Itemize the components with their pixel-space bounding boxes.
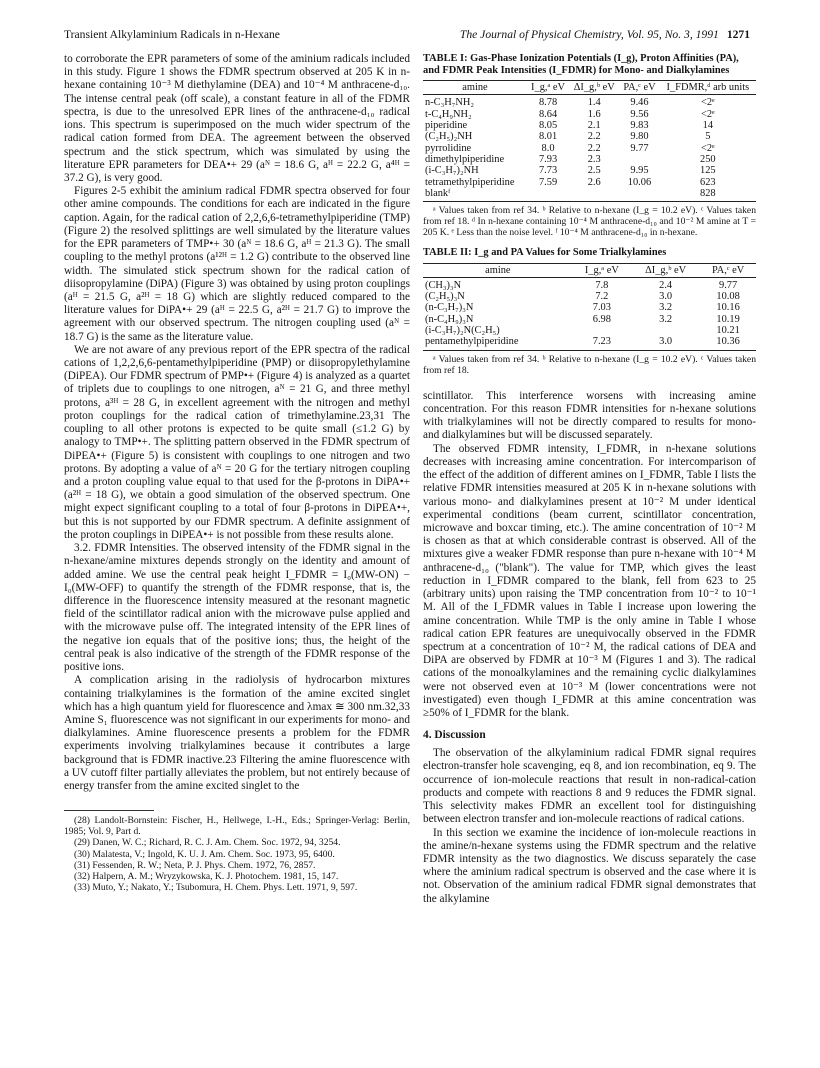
- amine-cell: (n-C₄H₉)₃N: [425, 313, 474, 325]
- column-header: amine: [423, 81, 527, 95]
- table-header-row: [423, 263, 756, 277]
- table-footnote: ᵃ Values taken from ref 34. ᵇ Relative to n-hexane (I_g = 10.2 eV). ᶜ Values taken from ref 18. ᵈ In n-hexane containing 10⁻⁴ M anthracene-d₁₀ and 10⁻² M amine at T = 205 K. ᵉ Less than the noise level. ᶠ 10⁻⁴ M anthracene-d₁₀ in n-hexane.: [423, 205, 756, 239]
- value-cell: 1.4: [587, 97, 601, 109]
- value-cell: 9.95: [630, 165, 649, 177]
- table-row: [423, 314, 756, 325]
- value-cell: 10.19: [716, 313, 740, 325]
- value-cell: 7.93: [538, 153, 558, 165]
- table-row: [423, 165, 756, 176]
- reference-item: (33) Muto, Y.; Nakato, Y.; Tsubomura, H. Chem. Phys. Lett. 1971, 9, 597.: [74, 881, 358, 893]
- amine-cell: dimethylpiperidine: [425, 153, 505, 165]
- value-cell: <2ᵉ: [700, 108, 715, 120]
- value-cell: 2.1: [587, 120, 601, 132]
- body-paragraph: to corroborate the EPR parameters of some of the aminium radicals included in this study. Figure 1 shows the FDMR spectrum observed at 205 K in n-hexane containing 10⁻³ M diethylamine (DEA) and 10⁻⁴ M anthracene-d₁₀. The intense central peak (off scale), a constant feature in all of the FDMR spectra, is due to the unresolved EPR lines of the anthracene-d₁₀ radical ions. This spectrum is superimposed on the much wider spectrum of the radical cation formed from DEA. The agreement between the observed spectrum and the stick spectrum, which was simulated by using the literature EPR parameters for DEA•+ 29 (aᴺ = 18.6 G, aᴴ = 22.2 G, a⁴ᴴ = 37.2 G), is very good.: [64, 53, 410, 184]
- amine-cell: (n-C₃H₇)₃N: [425, 302, 474, 314]
- column-header: PA,ᶜ eV: [700, 263, 756, 277]
- column-header: amine: [423, 263, 573, 277]
- table-2-caption: TABLE II: I_g and PA Values for Some Trialkylamines: [423, 247, 667, 259]
- table-row: [423, 109, 756, 120]
- amine-cell: (C₂H₅)₃N: [425, 291, 465, 303]
- body-paragraph: 3.2. FDMR Intensities. The observed intensity of the FDMR signal in the n-hexane/amine mixtures depends strongly on the identity and amount of added amine. We use the central peak height I_FDMR = I₀(MW-ON) − I₀(MW-OFF) to quantify the strength of the FDMR response, that is, the difference in the fluorescence intensity measured at the resonant magnetic field of the scintillator radical anion with the microwave pulse applied and with the microwave pulse off. The integrated intensity of the EPR lines of the negative ion equals that of the positive ions; thus, the height of the central peak is also indicative of the strength of the FDMR response of the positive ions.: [64, 542, 410, 674]
- value-cell: 828: [700, 187, 716, 199]
- value-cell: 8.0: [541, 142, 555, 154]
- value-cell: 10.16: [716, 302, 740, 314]
- reference-item: (30) Malatesta, V.; Ingold, K. U. J. Am. Chem. Soc. 1973, 95, 6400.: [74, 848, 335, 860]
- table-row: [423, 177, 756, 188]
- amine-cell: (i-C₃H₇)₂NH: [425, 165, 479, 177]
- amine-cell: pentamethylpiperidine: [425, 336, 519, 348]
- footnote-divider: [64, 810, 154, 811]
- value-cell: 2.5: [587, 165, 601, 177]
- value-cell: 623: [700, 176, 716, 188]
- table-1-grid: [423, 80, 756, 202]
- running-head-title: Transient Alkylaminium Radicals in n-Hexane: [64, 28, 280, 41]
- body-paragraph: The observation of the alkylaminium radical FDMR signal requires electron-transfer hole scavenging, eq 8, and ion recombination, eq 9. The occurrence of ion-molecule reactions that result in non-radical-cation products and compete with reactions 8 and 9 reduces the FDMR signal. This selectivity makes FDMR an excellent tool for distinguishing between electron transfer and ion-molecule reactions of radical cations.: [423, 747, 756, 826]
- value-cell: 9.56: [630, 108, 649, 120]
- amine-cell: (C₂H₅)₂NH: [425, 131, 473, 143]
- value-cell: [619, 188, 659, 202]
- value-cell: 3.0: [659, 291, 673, 303]
- section-heading: 4. Discussion: [423, 729, 486, 742]
- value-cell: 2.2: [587, 142, 601, 154]
- table-row: [423, 95, 756, 109]
- value-cell: 8.01: [538, 131, 558, 143]
- value-cell: 2.6: [587, 176, 601, 188]
- body-paragraph: We are not aware of any previous report of the EPR spectra of the radical cations of 1,2,2,6,6-pentamethylpiperidine (PMP) or diisopropylethylamine (DiPEA). Our FDMR spectrum of PMP•+ (Figure 4) is analyzed as a quartet of triplets due to couplings to one nitrogen, aᴺ = 21 G, and three methyl protons, a³ᴴ = 28 G, in excellent agreement with the nitrogen and methyl proton couplings for the radical cation of trimethylamine.23,31 The coupling to all other protons is expected to be quite small (≤1.2 G) by analogy to TMP•+. The splitting pattern observed in the FDMR spectrum of DiPEA•+ (Figure 5) is consistent with couplings to one nitrogen and two protons. By adopting a value of aᴺ = 20 G for the tertiary nitrogen coupling and a proton coupling value equal to that used for the β-protons in DiPA•+ (a²ᴴ = 18 G), we obtain a good simulation of the observed spectrum. One might expect significant coupling to a total of four β-protons in DiPEA•+, but this is not supported by our FDMR spectrum. A definite assignment of the proton couplings in DiPEA•+ is not possible from these results alone.: [64, 343, 410, 541]
- value-cell: 9.80: [630, 131, 649, 143]
- amine-cell: (i-C₃H₇)₂N(C₂H₅): [425, 325, 500, 337]
- column-header: ΔI_g,ᵇ eV: [569, 81, 619, 95]
- table-row: [423, 188, 756, 202]
- value-cell: 10.21: [716, 325, 740, 337]
- value-cell: 2.3: [587, 153, 601, 165]
- value-cell: <2ᵉ: [700, 97, 715, 109]
- value-cell: 7.03: [592, 302, 611, 314]
- reference-item: (28) Landolt-Bornstein: Fischer, H., Hellwege, I.-H., Eds.; Springer-Verlag: Berlin, 1985; Vol. 9, Part d.: [64, 815, 410, 838]
- table-row: [423, 325, 756, 336]
- value-cell: 9.46: [630, 97, 649, 109]
- value-cell: 2.4: [659, 279, 673, 291]
- value-cell: 9.77: [719, 279, 738, 291]
- value-cell: 7.73: [538, 165, 558, 177]
- table-row: [423, 302, 756, 313]
- table-2-notes: [423, 354, 756, 376]
- column-header: PA,ᶜ eV: [619, 81, 659, 95]
- table-footnote: ᵃ Values taken from ref 34. ᵇ Relative to n-hexane (I_g = 10.2 eV). ᶜ Values taken from ref 18.: [423, 353, 756, 376]
- column-header: I_FDMR,ᵈ arb units: [660, 81, 756, 95]
- reference-item: (31) Fessenden, R. W.; Neta, P. J. Phys. Chem. 1972, 76, 2857.: [74, 859, 316, 871]
- amine-cell: (CH₃)₃N: [425, 279, 462, 291]
- running-head-journal: [460, 28, 750, 42]
- table-1-caption: TABLE I: Gas-Phase Ionization Potentials (I_g), Proton Affinities (PA), and FDMR Peak Intensities (I_FDMR) for Mono- and Dialkylamines: [423, 53, 739, 77]
- table-1-notes: [423, 205, 756, 238]
- value-cell: 14: [702, 120, 714, 132]
- table-row: [423, 336, 756, 350]
- column-header: I_g,ᵃ eV: [573, 263, 631, 277]
- reference-item: (29) Danen, W. C.; Richard, R. C. J. Am. Chem. Soc. 1972, 94, 3254.: [74, 837, 341, 849]
- right-column: [423, 53, 756, 906]
- value-cell: 1.6: [587, 108, 601, 120]
- body-paragraph: Figures 2-5 exhibit the aminium radical FDMR spectra observed for four other amine compounds. The conditions for each are indicated in the figure caption. Again, for the radical cation of 2,2,6,6-tetramethylpiperidine (TMP) (Figure 2) the resolved splittings are well simulated by the literature values for the EPR parameters of TMP•+ 30 (aᴺ = 18.6 G, aᴴ = 21.3 G). The small coupling to the methyl protons (a¹²ᴴ = 1.2 G) contribute to the observed line width. The simulated stick spectrum shown for the radical cation of diisopropylamine (DiPA) (Figure 3) was obtained by using proton couplings (aᴴ = 21.5 G, a²ᴴ = 18 G) which are slightly reduced compared to the literature values for DiPA•+ 29 (aᴴ = 22.5 G, a²ᴴ = 21.7 G) to improve the agreement with our observed spectrum. The nitrogen coupling used (aᴺ = 18.7 G) is the same as the literature value.: [64, 185, 410, 343]
- value-cell: 7.8: [595, 279, 609, 291]
- amine-cell: piperidine: [425, 120, 468, 132]
- running-head: [64, 28, 750, 42]
- value-cell: 10.36: [716, 336, 740, 348]
- value-cell: 10.08: [716, 291, 740, 303]
- column-header: ΔI_g,ᵇ eV: [631, 263, 700, 277]
- amine-cell: tetramethylpiperidine: [425, 176, 515, 188]
- reference-item: (32) Halpern, A. M.; Wryzykowska, K. J. Photochem. 1981, 15, 147.: [74, 870, 339, 882]
- value-cell: 3.0: [659, 336, 673, 348]
- value-cell: 8.64: [538, 108, 558, 120]
- reference-list: [64, 815, 410, 893]
- value-cell: [527, 188, 569, 202]
- amine-cell: n-C₃H₇NH₂: [425, 97, 474, 109]
- column-header: I_g,ᵃ eV: [527, 81, 569, 95]
- value-cell: 7.59: [538, 176, 558, 188]
- value-cell: 9.83: [630, 120, 649, 132]
- amine-cell: blankᶠ: [425, 187, 451, 199]
- table-row: [423, 277, 756, 291]
- table-row: [423, 143, 756, 154]
- value-cell: 3.2: [659, 313, 673, 325]
- value-cell: [619, 154, 659, 165]
- value-cell: 6.98: [592, 313, 611, 325]
- amine-cell: pyrrolidine: [425, 142, 472, 154]
- value-cell: 250: [700, 153, 716, 165]
- journal-citation: The Journal of Physical Chemistry, Vol. 95, No. 3, 1991: [459, 28, 719, 41]
- value-cell: <2ᵉ: [700, 142, 715, 154]
- body-paragraph: scintillator. This interference worsens with increasing amine concentration. For this reason FDMR intensities for n-hexane solutions with trialkylamines will not be directly compared to results for mono- and dialkylamines but will be discussed separately.: [423, 389, 756, 442]
- value-cell: 5: [705, 131, 711, 143]
- body-paragraph: In this section we examine the incidence of ion-molecule reactions in the amine/n-hexane systems using the FDMR spectrum and the relative FDMR intensity as the two diagnostics. We discuss separately the case where the aminium radical spectrum is observed and the case where it is not. Observation of the aminium radical FDMR signal demonstrates that the alkylamine: [423, 826, 756, 905]
- value-cell: [573, 325, 631, 336]
- table-2-body: [423, 277, 756, 350]
- table-row: [423, 120, 756, 131]
- table-1: [423, 53, 756, 238]
- value-cell: 7.2: [595, 291, 609, 303]
- value-cell: 9.77: [630, 142, 649, 154]
- table-1-body: [423, 95, 756, 202]
- body-paragraph: A complication arising in the radiolysis of hydrocarbon mixtures containing trialkylamines is the formation of the amine excited singlet which has a high quantum yield for fluorescence and λmax ≅ 300 nm.32,33 Amine S₁ fluorescence was not significant in our experiments for mono- and dialkylamines. Amine fluorescence presents a problem for the FDMR experiments involving trialkylamines because it contributes a large background that is FDMR inactive.23 Filtering the amine fluorescence with a UV cutoff filter partially alleviates the problem, but not entirely because of energy transfer from the amine excited singlet to the: [64, 674, 410, 793]
- value-cell: 8.78: [538, 97, 558, 109]
- table-2-grid: [423, 263, 756, 351]
- table-row: [423, 131, 756, 142]
- table-row: [423, 291, 756, 302]
- value-cell: 125: [700, 165, 716, 177]
- value-cell: 7.23: [592, 336, 611, 348]
- table-2: [423, 247, 756, 375]
- page-number: 1271: [726, 28, 750, 41]
- value-cell: 10.06: [627, 176, 652, 188]
- value-cell: 8.05: [538, 120, 558, 132]
- table-header-row: [423, 81, 756, 95]
- value-cell: 2.2: [587, 131, 601, 143]
- left-column: [64, 53, 410, 893]
- value-cell: 3.2: [659, 302, 673, 314]
- table-row: [423, 154, 756, 165]
- body-paragraph: The observed FDMR intensity, I_FDMR, in n-hexane solutions decreases with increasing amine concentration. For intercomparison of the effect of the addition of different amines on I_FDMR, Table I lists the relative FDMR intensities measured at 205 K in n-hexane solutions with various mono- and dialkylamines present at 10⁻² M under identical experimental conditions (beam current, scintillator concentration, microwave and boxcar timing, etc.). The amine concentration of 10⁻² M is chosen as that at which considerable contrast is observed. All of the mixtures give a weaker FDMR response than pure n-hexane with 10⁻⁴ M anthracene-d₁₀ ("blank"). The value for TMP, which gives the least reduction in I_FDMR compared to the blank, fell from 623 to 25 (arbitrary units) upon raising the TMP concentration from 10⁻² to 10⁻¹ M. All of the I_FDMR values in Table I increase upon lowering the amine concentration. While TMP is the only amine in Table I whose radical cation EPR features are unequivocally observed in the FDMR spectrum at a concentration of 10⁻² M, the radical cations of DEA and DiPA are observed by FDMR at 10⁻³ M (Figures 1 and 3). The radical cations of the monoalkylamines and the remaining cyclic dialkylamines were not observed even at 10⁻³ M (lower concentrations were not investigated) even though I_FDMR at this amine concentration was ≥50% of I_FDMR for the blank.: [423, 442, 756, 720]
- amine-cell: t-C₄H₉NH₂: [425, 108, 472, 120]
- value-cell: [569, 188, 619, 202]
- value-cell: [631, 325, 700, 336]
